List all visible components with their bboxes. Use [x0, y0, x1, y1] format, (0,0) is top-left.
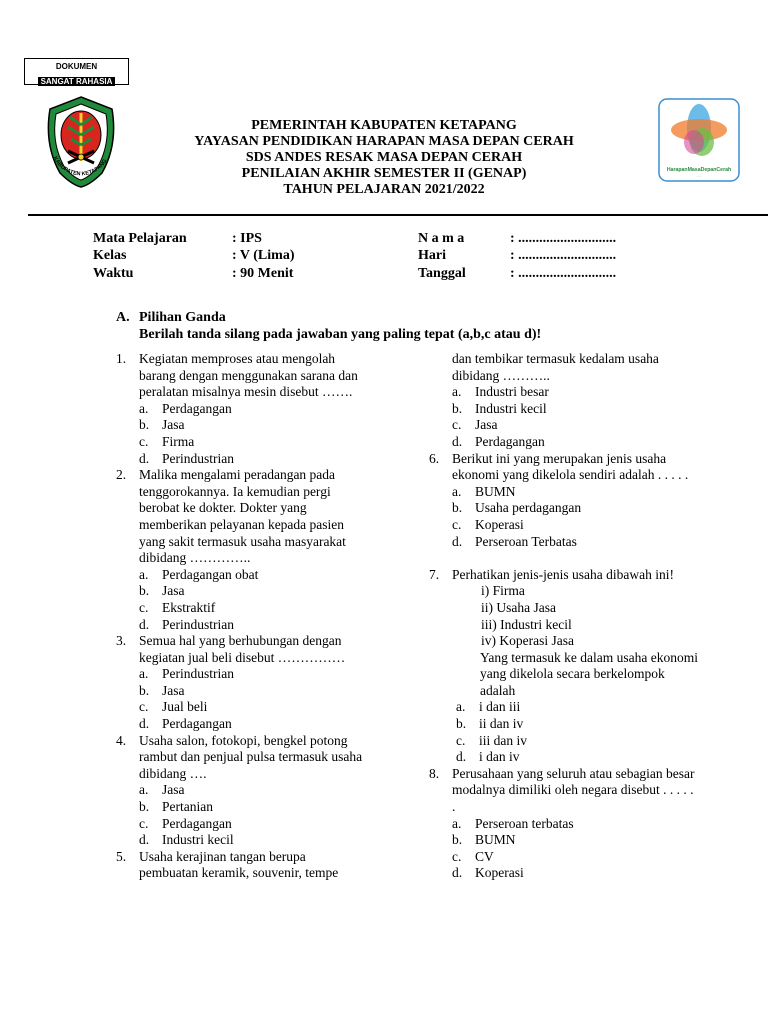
date-field[interactable]: : ............................	[510, 266, 617, 281]
header-line-school: SDS ANDES RESAK MASA DEPAN CERAH	[245, 150, 523, 165]
question-number: 5.	[116, 848, 127, 864]
question-number: 3.	[116, 633, 127, 649]
option-b[interactable]: b. Jasa	[139, 417, 185, 433]
header-divider	[28, 214, 768, 216]
option-a[interactable]: a. i dan iii	[456, 699, 521, 715]
option-c[interactable]: c. Perdagangan	[139, 815, 232, 831]
name-label: N a m a	[418, 231, 465, 246]
option-c[interactable]: c. Jual beli	[139, 699, 208, 715]
confidential-stamp	[24, 58, 129, 85]
header-line-government: PEMERINTAH KABUPATEN KETAPANG	[251, 118, 517, 133]
question-stem: Yang termasuk ke dalam usaha ekonomi yang dikelola secara berkelompok adalah	[480, 649, 698, 698]
option-b[interactable]: b. Jasa	[139, 682, 185, 698]
question-text: Kegiatan memproses atau mengolah barang dengan menggunakan sarana dan peralatan misalnya mesin disebut …….	[139, 351, 358, 400]
option-a[interactable]: a. Perdagangan obat	[139, 566, 259, 582]
option-d[interactable]: d. Perindustrian	[139, 616, 234, 632]
question-text: Perhatikan jenis-jenis usaha dibawah ini!	[452, 566, 674, 582]
question-6	[429, 451, 699, 484]
question-4	[116, 733, 368, 783]
name-field[interactable]: : ............................	[510, 231, 617, 246]
header-line-exam: PENILAIAN AKHIR SEMESTER II (GENAP)	[241, 166, 527, 181]
option-c[interactable]: c. iii dan iv	[456, 732, 527, 748]
option-b[interactable]: b. BUMN	[452, 832, 516, 848]
section-instruction: Berilah tanda silang pada jawaban yang paling tepat (a,b,c atau d)!	[139, 327, 542, 342]
option-c[interactable]: c. Koperasi	[452, 516, 524, 532]
list-item-iv: iv) Koperasi Jasa	[481, 633, 574, 649]
hmdc-logo-caption: HarapanMasaDepanCerah	[666, 167, 732, 173]
option-c[interactable]: c. Ekstraktif	[139, 599, 216, 615]
option-a[interactable]: a. BUMN	[452, 483, 516, 499]
option-a[interactable]: a. Perseroan terbatas	[452, 815, 574, 831]
subject-label: Mata Pelajaran	[93, 231, 187, 246]
stamp-line1: DOKUMEN	[55, 62, 98, 71]
emblem-caption: KABUPATEN KETAPANG	[51, 155, 109, 178]
option-c[interactable]: c. Jasa	[452, 417, 498, 433]
question-text: Usaha salon, fotokopi, bengkel potong rambut dan penjual pulsa termasuk usaha dibidang ….	[139, 732, 363, 781]
option-b[interactable]: b. Usaha perdagangan	[452, 500, 582, 516]
question-text: Usaha kerajinan tangan berupa pembuatan keramik, souvenir, tempe	[139, 848, 339, 881]
list-item-ii: ii) Usaha Jasa	[481, 599, 556, 615]
question-number: 7.	[429, 566, 440, 582]
option-b[interactable]: b. Pertanian	[139, 799, 213, 815]
option-b[interactable]: b. Industri kecil	[452, 400, 547, 416]
option-a[interactable]: a. Perindustrian	[139, 666, 234, 682]
option-d[interactable]: d. Perindustrian	[139, 450, 234, 466]
question-number: 6.	[429, 450, 440, 466]
exam-info	[0, 230, 768, 284]
time-label: Waktu	[93, 266, 134, 281]
time-value: : 90 Menit	[232, 266, 294, 281]
question-8	[429, 766, 699, 816]
option-d[interactable]: d. i dan iv	[456, 749, 520, 765]
questions-right-column	[429, 351, 699, 882]
question-text: Semua hal yang berhubungan dengan kegiatan jual beli disebut ……………	[139, 633, 346, 665]
option-d[interactable]: d. Perdagangan	[452, 433, 545, 449]
class-label: Kelas	[93, 248, 127, 263]
question-3	[116, 633, 368, 666]
option-a[interactable]: a. Jasa	[139, 782, 185, 798]
option-a[interactable]: a. Perdagangan	[139, 400, 232, 416]
day-label: Hari	[418, 248, 446, 263]
question-number: 1.	[116, 351, 127, 366]
option-d[interactable]: d. Industri kecil	[139, 832, 234, 848]
date-label: Tanggal	[418, 266, 466, 281]
header-line-year: TAHUN PELAJARAN 2021/2022	[283, 182, 485, 197]
option-b[interactable]: b. Jasa	[139, 583, 185, 599]
question-text: Perusahaan yang seluruh atau sebagian besar modalnya dimiliki oleh negara disebut . . . . . .	[452, 765, 695, 815]
option-c[interactable]: c. Firma	[139, 433, 195, 449]
list-item-iii: iii) Industri kecil	[481, 616, 572, 632]
question-2	[116, 467, 368, 567]
question-number: 8.	[429, 765, 440, 781]
question-text: Malika mengalami peradangan pada tenggorokannya. Ia kemudian pergi berobat ke dokter. Dokter yang memberikan pelayanan kepada pasien yang sakit termasuk usaha masyarakat dibidang …………..	[139, 467, 346, 566]
document-header	[0, 118, 768, 198]
option-d[interactable]: d. Perdagangan	[139, 716, 232, 732]
stamp-line2: SANGAT RAHASIA	[38, 77, 116, 86]
question-5	[116, 849, 368, 882]
option-b[interactable]: b. ii dan iv	[456, 716, 524, 732]
question-5-continued: dan tembikar termasuk kedalam usaha dibidang ………..	[452, 351, 659, 383]
question-text: Berikut ini yang merupakan jenis usaha ekonomi yang dikelola sendiri adalah . . . . .	[452, 450, 689, 483]
option-d[interactable]: d. Perseroan Terbatas	[452, 533, 577, 549]
svg-text:·····: ·····	[696, 174, 702, 178]
section-title: Pilihan Ganda	[139, 310, 226, 325]
question-1	[116, 351, 368, 401]
option-c[interactable]: c. CV	[452, 848, 494, 864]
header-line-foundation: YAYASAN PENDIDIKAN HARAPAN MASA DEPAN CERAH	[194, 134, 574, 149]
class-value: : V (Lima)	[232, 248, 295, 263]
day-field[interactable]: : ............................	[510, 248, 617, 263]
list-item-i: i) Firma	[481, 583, 525, 599]
section-letter: A.	[116, 310, 130, 325]
question-number: 4.	[116, 732, 127, 748]
questions-left-column	[116, 351, 368, 882]
subject-value: : IPS	[232, 231, 262, 246]
question-number: 2.	[116, 467, 127, 483]
option-a[interactable]: a. Industri besar	[452, 384, 549, 400]
option-d[interactable]: d. Koperasi	[452, 865, 524, 881]
question-7	[429, 567, 699, 584]
